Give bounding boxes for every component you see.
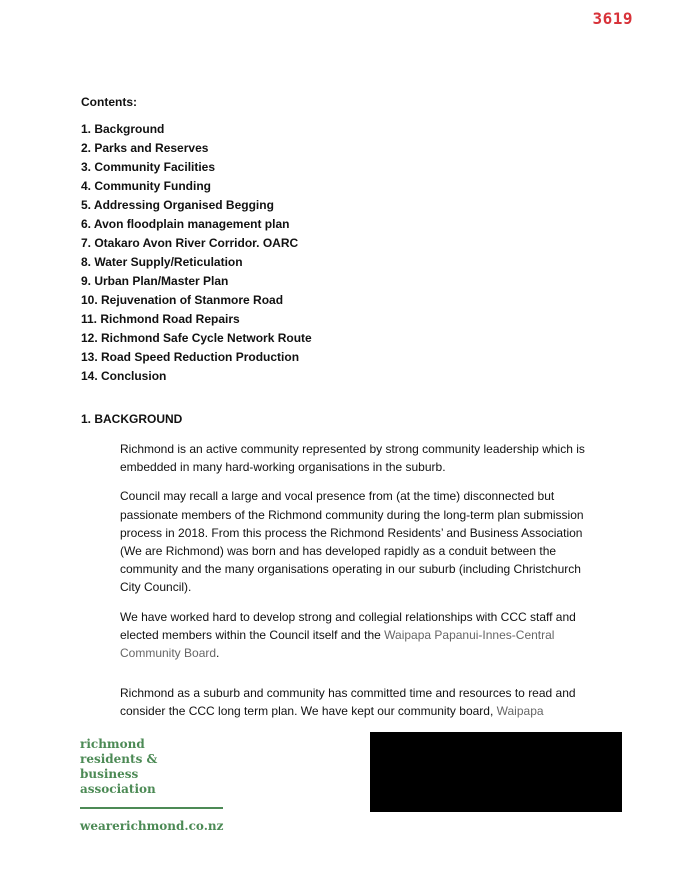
logo-line: richmond [80,737,145,751]
paragraph-text: We have worked hard to develop strong and collegial relationships with CCC staff and elected members within the Council itself and the [120,609,576,642]
contents-item: 1. Background [81,122,165,136]
section-body [120,440,598,732]
contents-item: 5. Addressing Organised Begging [81,198,274,212]
paragraph [120,684,598,720]
community-board-link[interactable]: Waipapa Papanui-Innes-Central Community Board [120,627,555,661]
contents-item: 12. Richmond Safe Cycle Network Route [81,331,312,345]
page-number: 3619 [592,9,633,28]
contents-item: 7. Otakaro Avon River Corridor. OARC [81,236,299,250]
paragraph: Council may recall a large and vocal presence from (at the time) disconnected but passionate members of the Richmond community during the long-term plan submission process in 2018. From this process the Richmond Residents’ and Business Association (We are Richmond) was born and has developed rapidly as a conduit between the community and the many organisations operating in our suburb (including Christchurch City Council). [120,489,584,595]
contents-item: 4. Community Funding [81,179,211,193]
contents-item: 2. Parks and Reserves [81,141,209,155]
paragraph: Richmond is an active community represented by strong community leadership which is embedded in many hard-working organisations in the suburb. [120,442,585,475]
contents-item: 6. Avon floodplain management plan [81,217,290,231]
contents-item: 14. Conclusion [81,369,167,383]
contents-item: 3. Community Facilities [81,160,216,174]
contents-item: 13. Road Speed Reduction Production [81,350,300,364]
logo-divider [80,807,223,809]
association-logo [80,737,225,833]
section-heading: 1. BACKGROUND [81,412,183,426]
paragraph-text: Richmond as a suburb and community has committed time and resources to read and consider the CCC long term plan. We have kept our community board, [120,686,576,719]
logo-line: business [80,767,139,781]
paragraph [120,608,598,663]
website-url[interactable]: wearerichmond.co.nz [80,819,224,833]
paragraph-end: . [216,646,220,661]
logo-line: association [80,782,156,796]
redaction-box [370,732,622,812]
contents-item: 11. Richmond Road Repairs [81,312,240,326]
contents-heading: Contents: [81,95,137,109]
contents-list [81,120,501,386]
logo-line: residents & [80,752,158,766]
contents-item: 10. Rejuvenation of Stanmore Road [81,293,284,307]
contents-item: 9. Urban Plan/Master Plan [81,274,229,288]
contents-item: 8. Water Supply/Reticulation [81,255,243,269]
logo-wordmark [80,737,225,797]
table-of-contents [81,95,501,386]
community-board-link[interactable]: Waipapa [496,704,544,719]
